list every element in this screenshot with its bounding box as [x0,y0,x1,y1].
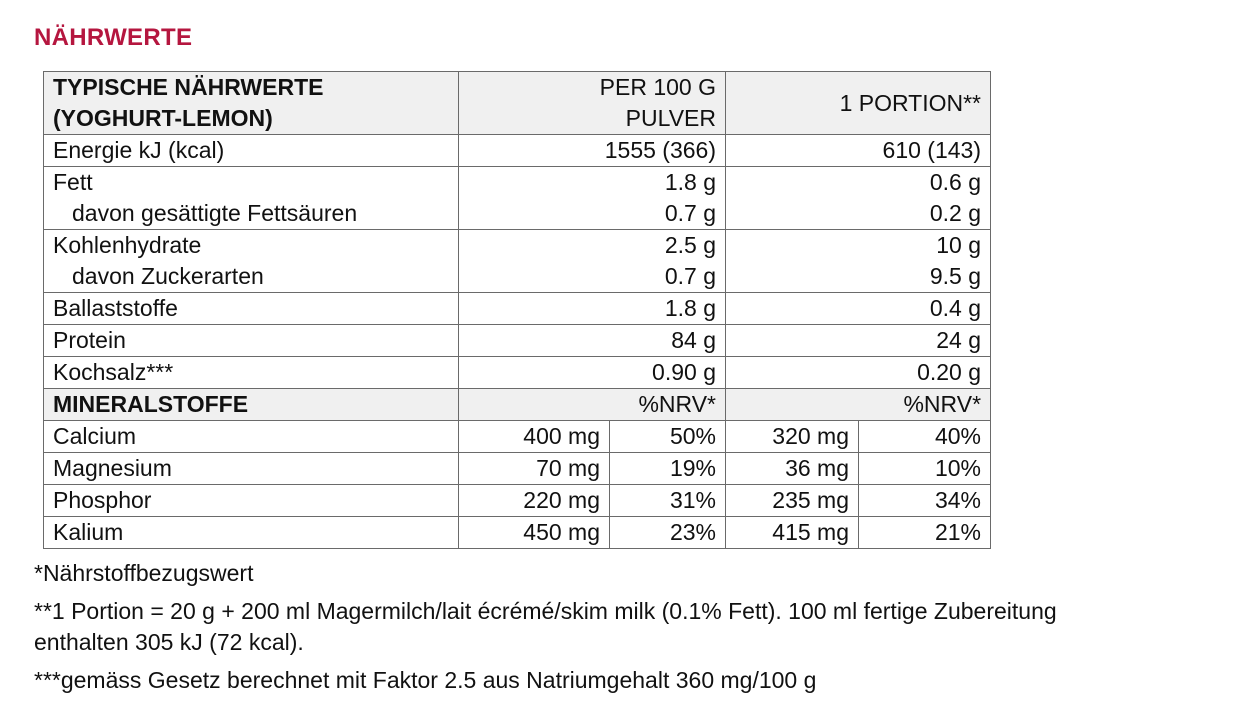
mineral-name: Phosphor [44,485,459,517]
salt-per100: 0.90 g [459,357,726,389]
footnotes [34,558,1234,703]
mineral-row-kalium [44,517,991,549]
mineral-portion: 415 mg [726,517,859,549]
header-label-line1: TYPISCHE NÄHRWERTE [53,74,324,100]
mineral-portion-nrv: 34% [859,485,991,517]
mineral-portion: 320 mg [726,421,859,453]
footnote-portion-line2: enthalten 305 kJ (72 kcal). [34,629,304,655]
fat-portion-cell [726,167,991,230]
footnote-salt: ***gemäss Gesetz berechnet mit Faktor 2.5 aus Natriumgehalt 360 mg/100 g [34,667,817,693]
table-row [44,167,991,230]
mineral-name: Calcium [44,421,459,453]
fat-label-cell [44,167,459,230]
footnote-nrv: *Nährstoffbezugswert [34,560,254,586]
mineral-per100: 450 mg [459,517,610,549]
fiber-label: Ballaststoffe [44,293,459,325]
mineral-per100-nrv: 23% [610,517,726,549]
header-per100-cell [459,72,726,135]
energy-portion: 610 (143) [726,135,991,167]
mineral-row-phosphor [44,485,991,517]
fat-label: Fett [53,169,93,195]
fat-per100-cell [459,167,726,230]
fat-sub-label: davon gesättigte Fettsäuren [72,200,358,226]
mineral-per100-nrv: 31% [610,485,726,517]
mineral-portion-nrv: 10% [859,453,991,485]
mineral-per100: 220 mg [459,485,610,517]
energy-per100: 1555 (366) [459,135,726,167]
protein-portion: 24 g [726,325,991,357]
mineral-portion-nrv: 21% [859,517,991,549]
carbs-sub-per100: 0.7 g [664,263,716,289]
header-per100-line2: PULVER [625,105,716,131]
footnote-portion [34,596,1234,658]
table-row [44,135,991,167]
fiber-per100: 1.8 g [459,293,726,325]
mineral-per100-nrv: 19% [610,453,726,485]
minerals-header-nrv-portion: %NRV* [726,389,991,421]
mineral-per100: 70 mg [459,453,610,485]
footnote-portion-line1: **1 Portion = 20 g + 200 ml Magermilch/lait écrémé/skim milk (0.1% Fett). 100 ml fertige Zubereitung [34,598,1057,624]
header-portion-cell: 1 PORTION** [726,72,991,135]
mineral-portion: 36 mg [726,453,859,485]
nutrition-table [43,71,991,549]
header-label-line2: (YOGHURT-LEMON) [53,105,273,131]
carbs-label: Kohlenhydrate [53,232,202,258]
mineral-portion: 235 mg [726,485,859,517]
carbs-sub-portion: 9.5 g [929,263,982,289]
table-header-row [44,72,991,135]
protein-label: Protein [44,325,459,357]
table-row [44,293,991,325]
protein-per100: 84 g [459,325,726,357]
fat-portion: 0.6 g [929,169,982,195]
fat-per100: 1.8 g [664,169,716,195]
carbs-per100: 2.5 g [664,232,716,258]
table-row [44,325,991,357]
carbs-portion: 10 g [936,232,982,258]
fiber-portion: 0.4 g [726,293,991,325]
header-label-cell [44,72,459,135]
minerals-header-row [44,389,991,421]
header-per100-line1: PER 100 G [599,74,716,100]
carbs-label-cell [44,230,459,293]
mineral-per100-nrv: 50% [610,421,726,453]
minerals-header-nrv-per100: %NRV* [459,389,726,421]
fat-sub-portion: 0.2 g [929,200,982,226]
mineral-per100: 400 mg [459,421,610,453]
fat-sub-per100: 0.7 g [664,200,716,226]
mineral-row-magnesium [44,453,991,485]
salt-portion: 0.20 g [726,357,991,389]
table-row [44,357,991,389]
mineral-name: Magnesium [44,453,459,485]
mineral-name: Kalium [44,517,459,549]
table-row [44,230,991,293]
carbs-per100-cell [459,230,726,293]
mineral-row-calcium [44,421,991,453]
salt-label: Kochsalz*** [44,357,459,389]
carbs-portion-cell [726,230,991,293]
energy-label: Energie kJ (kcal) [44,135,459,167]
section-title: NÄHRWERTE [34,24,193,51]
carbs-sub-label: davon Zuckerarten [72,263,264,289]
minerals-header-label: MINERALSTOFFE [44,389,459,421]
mineral-portion-nrv: 40% [859,421,991,453]
